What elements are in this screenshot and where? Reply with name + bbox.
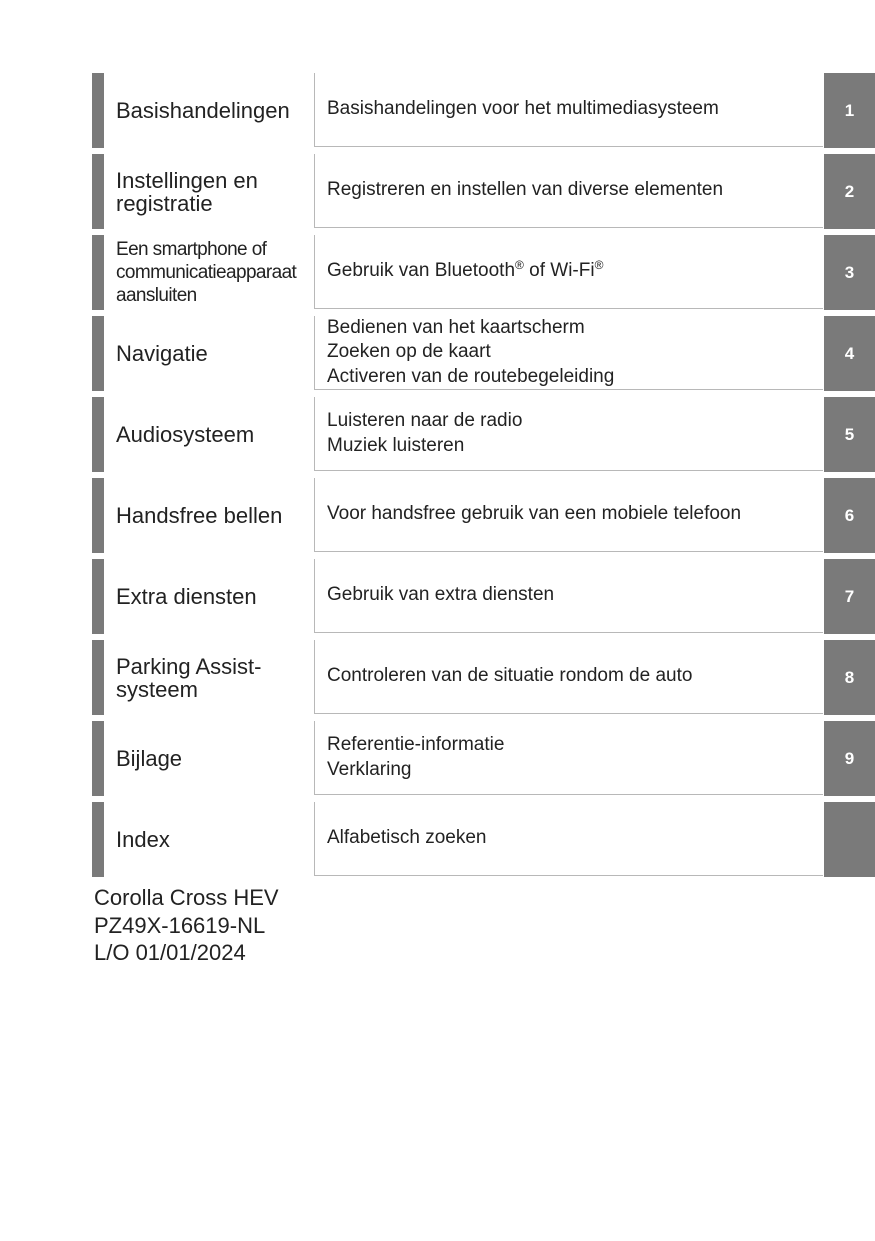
section-description: Registreren en instellen van diverse elementen <box>314 154 823 228</box>
section-marker <box>92 154 104 229</box>
bluetooth-wifi-line: Gebruik van Bluetooth® of Wi-Fi® <box>327 258 604 282</box>
document-code: PZ49X-16619-NL <box>94 912 266 938</box>
toc-row-bijlage[interactable] <box>92 721 875 796</box>
model-name: Corolla Cross HEV <box>94 885 279 910</box>
section-number-tab[interactable]: 4 <box>824 316 875 391</box>
section-title: Bijlage <box>116 746 183 771</box>
section-number-tab[interactable] <box>824 802 875 877</box>
section-title: Index <box>116 827 170 852</box>
section-description: Gebruik van extra diensten <box>314 559 823 633</box>
section-number-tab[interactable]: 6 <box>824 478 875 553</box>
section-marker <box>92 802 104 877</box>
section-title: Navigatie <box>116 341 208 366</box>
section-marker <box>92 235 104 310</box>
section-title: Parking Assist- systeem <box>116 653 262 702</box>
section-description: Luisteren naar de radio Muziek luisteren <box>314 397 823 471</box>
section-number-tab[interactable]: 1 <box>824 73 875 148</box>
section-number-tab[interactable]: 5 <box>824 397 875 472</box>
section-title: Handsfree bellen <box>116 503 283 528</box>
section-description: Basishandelingen voor het multimediasysteem <box>314 73 823 147</box>
document-metadata <box>94 884 279 967</box>
section-title: Instellingen en registratie <box>116 167 258 216</box>
section-description: Alfabetisch zoeken <box>314 802 823 876</box>
section-description: Referentie-informatie Verklaring <box>314 721 823 795</box>
section-marker <box>92 640 104 715</box>
section-title: Een smartphone of communicatieapparaat aansluiten <box>116 239 297 306</box>
section-number-tab[interactable]: 7 <box>824 559 875 634</box>
document-date: L/O 01/01/2024 <box>94 940 246 965</box>
section-description: Controleren van de situatie rondom de auto <box>314 640 823 714</box>
section-title: Extra diensten <box>116 584 257 609</box>
toc-row-handsfree[interactable] <box>92 478 875 553</box>
table-of-contents <box>92 73 875 883</box>
section-description: Voor handsfree gebruik van een mobiele telefoon <box>314 478 823 552</box>
section-description: Bedienen van het kaartscherm Zoeken op de kaart Activeren van de routebegeleiding <box>314 316 823 390</box>
toc-row-instellingen[interactable] <box>92 154 875 229</box>
section-marker <box>92 721 104 796</box>
toc-row-parking-assist[interactable] <box>92 640 875 715</box>
section-marker <box>92 73 104 148</box>
toc-row-index[interactable] <box>92 802 875 877</box>
section-title: Basishandelingen <box>116 98 290 123</box>
toc-row-smartphone[interactable] <box>92 235 875 310</box>
section-number-tab[interactable]: 3 <box>824 235 875 310</box>
section-marker <box>92 478 104 553</box>
section-marker <box>92 559 104 634</box>
section-number-tab[interactable]: 2 <box>824 154 875 229</box>
section-number-tab[interactable]: 8 <box>824 640 875 715</box>
toc-row-basishandelingen[interactable] <box>92 73 875 148</box>
section-description <box>314 235 823 309</box>
toc-row-audiosysteem[interactable] <box>92 397 875 472</box>
toc-row-extra-diensten[interactable] <box>92 559 875 634</box>
toc-row-navigatie[interactable] <box>92 316 875 391</box>
section-marker <box>92 397 104 472</box>
section-marker <box>92 316 104 391</box>
section-number-tab[interactable]: 9 <box>824 721 875 796</box>
section-title: Audiosysteem <box>116 422 255 447</box>
